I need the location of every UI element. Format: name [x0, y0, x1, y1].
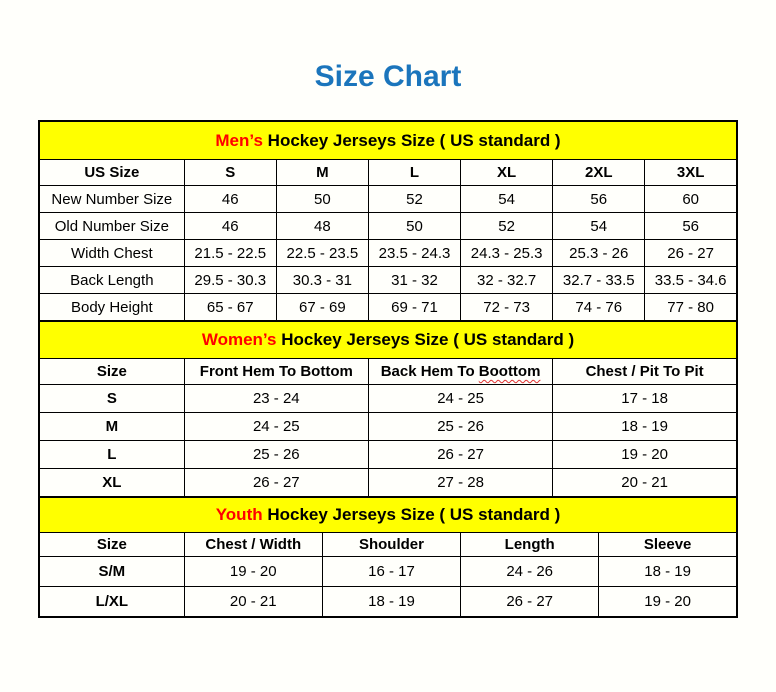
mens-column-header: M	[276, 160, 368, 186]
mens-value-cell: 50	[276, 186, 368, 213]
mens-value-cell: 74 - 76	[553, 294, 645, 322]
youth-value-cell: 16 - 17	[322, 557, 460, 587]
womens-banner	[39, 321, 737, 359]
mens-banner-text: Hockey Jerseys Size ( US standard )	[267, 130, 561, 150]
mens-value-cell: 32 - 32.7	[461, 267, 553, 294]
mens-value-cell: 31 - 32	[368, 267, 460, 294]
mens-column-header: XL	[461, 160, 553, 186]
mens-value-cell: 33.5 - 34.6	[645, 267, 737, 294]
mens-column-header: 3XL	[645, 160, 737, 186]
youth-banner-highlight: Youth	[215, 505, 263, 524]
mens-row-label: Body Height	[39, 294, 184, 322]
mens-column-header: L	[368, 160, 460, 186]
mens-table-row	[39, 294, 737, 322]
mens-table-row	[39, 240, 737, 267]
mens-size-table	[38, 120, 738, 322]
youth-value-cell: 19 - 20	[599, 587, 737, 618]
youth-table-row	[39, 587, 737, 618]
womens-value-cell: 25 - 26	[368, 413, 552, 441]
womens-table-row	[39, 413, 737, 441]
mens-value-cell: 21.5 - 22.5	[184, 240, 276, 267]
womens-table-row	[39, 385, 737, 413]
mens-row-label: Width Chest	[39, 240, 184, 267]
womens-value-cell: 25 - 26	[184, 441, 368, 469]
womens-size-table	[38, 320, 738, 498]
womens-column-header: Front Hem To Bottom	[184, 359, 368, 385]
womens-row-label: XL	[39, 469, 184, 498]
youth-value-cell: 20 - 21	[184, 587, 322, 618]
mens-value-cell: 50	[368, 213, 460, 240]
womens-value-cell: 24 - 25	[368, 385, 552, 413]
mens-value-cell: 65 - 67	[184, 294, 276, 322]
mens-value-cell: 32.7 - 33.5	[553, 267, 645, 294]
womens-value-cell: 18 - 19	[553, 413, 737, 441]
youth-row-label: L/XL	[39, 587, 184, 618]
womens-value-cell: 19 - 20	[553, 441, 737, 469]
mens-value-cell: 54	[461, 186, 553, 213]
youth-column-header: Shoulder	[322, 533, 460, 557]
youth-value-cell: 18 - 19	[599, 557, 737, 587]
mens-value-cell: 25.3 - 26	[553, 240, 645, 267]
mens-column-header: S	[184, 160, 276, 186]
youth-value-cell: 24 - 26	[461, 557, 599, 587]
mens-row-label: Old Number Size	[39, 213, 184, 240]
mens-value-cell: 56	[645, 213, 737, 240]
womens-value-cell: 26 - 27	[184, 469, 368, 498]
mens-value-cell: 54	[553, 213, 645, 240]
womens-value-cell: 23 - 24	[184, 385, 368, 413]
page-title: Size Chart	[314, 60, 462, 93]
mens-value-cell: 24.3 - 25.3	[461, 240, 553, 267]
mens-value-cell: 30.3 - 31	[276, 267, 368, 294]
mens-banner	[39, 121, 737, 160]
mens-column-header: US Size	[39, 160, 184, 186]
youth-column-header: Size	[39, 533, 184, 557]
womens-value-cell: 24 - 25	[184, 413, 368, 441]
youth-column-header: Sleeve	[599, 533, 737, 557]
mens-value-cell: 52	[461, 213, 553, 240]
womens-column-header: Chest / Pit To Pit	[553, 359, 737, 385]
youth-column-header: Chest / Width	[184, 533, 322, 557]
misspelled-word: Boottom	[478, 363, 541, 380]
mens-value-cell: 22.5 - 23.5	[276, 240, 368, 267]
mens-value-cell: 67 - 69	[276, 294, 368, 322]
youth-value-cell: 26 - 27	[461, 587, 599, 618]
youth-size-table	[38, 496, 738, 618]
mens-value-cell: 52	[368, 186, 460, 213]
mens-value-cell: 23.5 - 24.3	[368, 240, 460, 267]
youth-banner	[39, 497, 737, 533]
mens-table-row	[39, 267, 737, 294]
womens-table-row	[39, 441, 737, 469]
mens-banner-highlight: Men’s	[215, 130, 263, 150]
mens-row-label: New Number Size	[39, 186, 184, 213]
mens-value-cell: 26 - 27	[645, 240, 737, 267]
youth-banner-text: Hockey Jerseys Size ( US standard )	[267, 505, 561, 524]
womens-row-label: M	[39, 413, 184, 441]
womens-column-header	[368, 359, 552, 385]
mens-value-cell: 60	[645, 186, 737, 213]
mens-row-label: Back Length	[39, 267, 184, 294]
youth-column-header: Length	[461, 533, 599, 557]
womens-column-header: Size	[39, 359, 184, 385]
size-tables-container	[38, 120, 738, 618]
womens-row-label: S	[39, 385, 184, 413]
womens-column-header-text: Back Hem To	[380, 363, 479, 380]
mens-value-cell: 46	[184, 186, 276, 213]
mens-value-cell: 29.5 - 30.3	[184, 267, 276, 294]
mens-value-cell: 46	[184, 213, 276, 240]
mens-value-cell: 69 - 71	[368, 294, 460, 322]
mens-value-cell: 48	[276, 213, 368, 240]
womens-value-cell: 27 - 28	[368, 469, 552, 498]
mens-value-cell: 77 - 80	[645, 294, 737, 322]
youth-value-cell: 19 - 20	[184, 557, 322, 587]
womens-banner-highlight: Women’s	[201, 330, 277, 349]
womens-table-row	[39, 469, 737, 498]
womens-row-label: L	[39, 441, 184, 469]
mens-value-cell: 72 - 73	[461, 294, 553, 322]
mens-table-row	[39, 186, 737, 213]
womens-banner-text: Hockey Jerseys Size ( US standard )	[281, 330, 575, 349]
mens-column-header: 2XL	[553, 160, 645, 186]
mens-table-row	[39, 213, 737, 240]
womens-value-cell: 26 - 27	[368, 441, 552, 469]
mens-value-cell: 56	[553, 186, 645, 213]
womens-value-cell: 17 - 18	[553, 385, 737, 413]
youth-table-row	[39, 557, 737, 587]
youth-row-label: S/M	[39, 557, 184, 587]
youth-value-cell: 18 - 19	[322, 587, 460, 618]
womens-value-cell: 20 - 21	[553, 469, 737, 498]
